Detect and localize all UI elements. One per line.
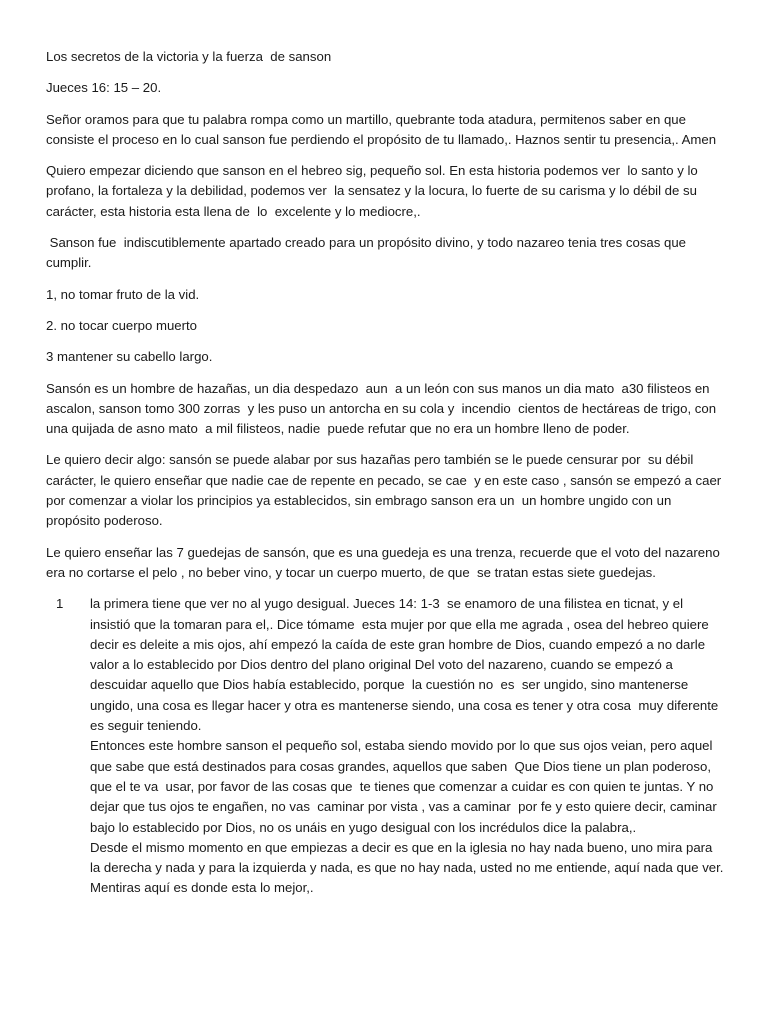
document-body [46, 47, 726, 899]
list-item-paragraph: Entonces este hombre sanson el pequeño sol, estaba siendo movido por lo que sus ojos veian, pero aquel que sabe que está destinados para cosas grandes, aquellos que saben Que Dios tiene un plan poderoso, que el te va usar, por favor de las cosas que te tienes que comenzar a cuidar es con quien te juntas. Y no dejar que tus ojos te engañen, no vas caminar por vista , vas a caminar por fe y esto quiere decir, caminar bajo lo establecido por Dios, no os unáis en yugo desigual con los incrédulos dice la palabra,. [90, 738, 721, 835]
paragraph-guedejas: Le quiero enseñar las 7 guedejas de sansón, que es una guedeja es una trenza, recuerde que el voto del nazareno era no cortarse el pelo , no beber vino, y tocar un cuerpo muerto, de que se tratan estas siete guedejas. [46, 544, 724, 580]
paragraph-nazareo: Sanson fue indiscutiblemente apartado creado para un propósito divino, y todo nazareo tenia tres cosas que cumplir. [46, 235, 690, 271]
list-item-paragraph: Desde el mismo momento en que empiezas a decir es que en la iglesia no hay nada bueno, uno mira para la derecha y nada y para la izquierda y nada, es que no hay nada, usted no me entiende, aquí nada que ver. Mentiras aquí es donde esta lo mejor,. [90, 839, 728, 896]
rule-2: 2. no tocar cuerpo muerto [46, 317, 198, 333]
list-item-paragraph: la primera tiene que ver no al yugo desigual. Jueces 14: 1-3 se enamoro de una filistea en ticnat, y el insistió que la tomaran para el,. Dice tómame esta mujer por que ella me agrada , osea del hebreo quiere decir es deleite a mis ojos, ahí empezó la caída de este gran hombre de Dios, cuando empezó a no darle valor a lo establecido por Dios dentro del plano original Del voto del nazareno, cuando se empezó a descuidar aquello que Dios había establecido, porque la cuestión no es ser ungido, sino mantenerse ungido, una cosa es llegar hacer y otra es mantenerse siendo, una cosa es tener y otra cosa muy diferente es seguir teniendo. [90, 596, 722, 734]
rule-3: 3 mantener su cabello largo. [46, 349, 213, 365]
list-item-number: 1 [56, 596, 64, 612]
rule-1: 1, no tomar fruto de la vid. [46, 286, 200, 302]
paragraph-intro: Quiero empezar diciendo que sanson en el hebreo sig, pequeño sol. En esta historia podemos ver lo santo y lo profano, la fortaleza y la debilidad, podemos ver la sensatez y la locura, lo fuerte de su carisma y lo débil de su carácter, esta historia esta llena de lo excelente y lo mediocre,. [46, 163, 702, 219]
guedejas-list [46, 594, 726, 898]
paragraph-caracter: Le quiero decir algo: sansón se puede alabar por sus hazañas pero también se le puede censurar por su débil carácter, le quiero enseñar que nadie cae de repente en pecado, se cae y en este caso , sansón se empezó a caer por comenzar a violar los principios ya establecidos, sin embrago sanson era un un hombre ungido con un propósito poderoso. [46, 452, 725, 529]
paragraph-prayer: Señor oramos para que tu palabra rompa como un martillo, quebrante toda atadura, permitenos saber en que consiste el proceso en lo cual sanson fue perdiendo el propósito de tu llamado,. Haznos sentir tu presencia,. Amen [46, 111, 717, 147]
paragraph-hazanas: Sansón es un hombre de hazañas, un dia despedazo aun a un león con sus manos un dia mato a30 filisteos en ascalon, sanson tomo 300 zorras y les puso un antorcha en su cola y incendio cientos de hectáreas de trigo, con una quijada de asno mato a mil filisteos, nadie puede refutar que no era un hombre lleno de poder. [46, 380, 720, 437]
list-item [46, 594, 726, 898]
document-title: Los secretos de la victoria y la fuerza de sanson [46, 49, 332, 64]
scripture-reference: Jueces 16: 15 – 20. [46, 80, 162, 96]
